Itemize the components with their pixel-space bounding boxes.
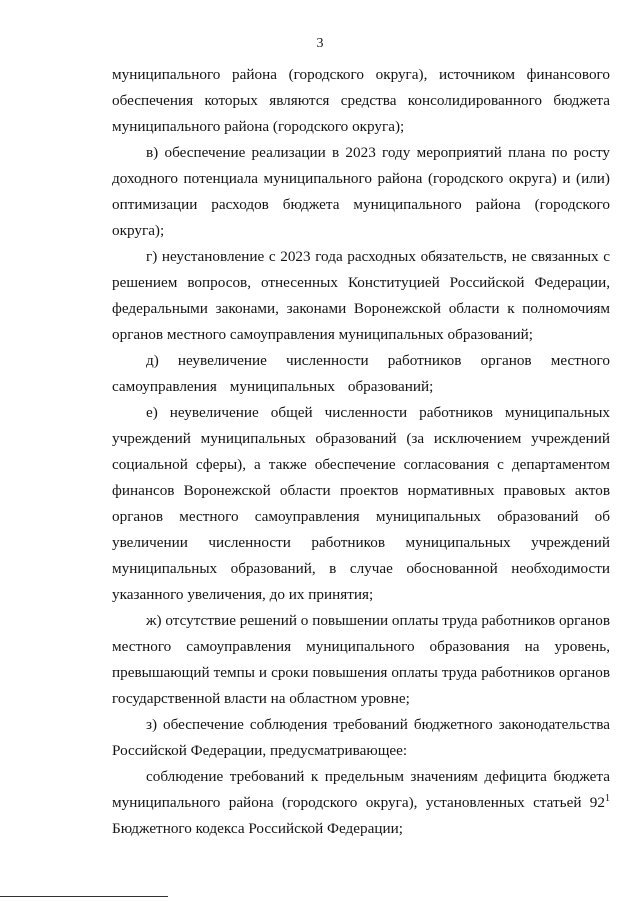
paragraph-compliance	[112, 764, 610, 842]
article-superscript: 1	[605, 793, 610, 804]
document-body	[112, 62, 610, 842]
page-number: 3	[316, 36, 324, 51]
paragraph-item-g: г) неустановление с 2023 года расходных обязательств, не связанных с решением вопросов, отнесенных Конституцией Российской Федерации, федеральными законами, законами Воронежской области к полномочиям органов местного самоуправления муниципальных образований;	[112, 248, 610, 343]
paragraph-continuation: муниципального района (городского округа), источником финансового обеспечения которых являются средства консолидированного бюджета муниципального района (городского округа);	[112, 66, 610, 135]
paragraph-item-e: е) неувеличение общей численности работников муниципальных учреждений муниципальных образований (за исключением учреждений социальной сферы), а также обеспечение согласования с департаментом финансов Воронежской области проектов нормативных правовых актов органов местного самоуправления муниципальных образований об увеличении численности работников муниципальных учреждений муниципальных образований, в случае обоснованной необходимости указанного увеличения, до их принятия;	[112, 404, 610, 603]
paragraph-item-d: д) неувеличение численности работников органов местного самоуправления муниципальных образований;	[112, 352, 610, 395]
paragraph-compliance-tail: Бюджетного кодекса Российской Федерации;	[112, 820, 403, 837]
footnote-rule	[0, 896, 168, 897]
paragraph-item-v: в) обеспечение реализации в 2023 году мероприятий плана по росту доходного потенциала муниципального района (городского округа) и (или) оптимизации расходов бюджета муниципального района (городского округа);	[112, 144, 610, 239]
paragraph-item-zh: ж) отсутствие решений о повышении оплаты труда работников органов местного самоуправления муниципального образования на уровень, превышающий темпы и сроки повышения оплаты труда работников органов государственной власти на областном уровне;	[112, 612, 610, 707]
paragraph-item-z: з) обеспечение соблюдения требований бюджетного законодательства Российской Федерации, предусматривающее:	[112, 716, 610, 759]
paragraph-compliance-text: соблюдение требований к предельным значениям дефицита бюджета муниципального района (городского округа), установленных статьей 92	[112, 768, 610, 811]
